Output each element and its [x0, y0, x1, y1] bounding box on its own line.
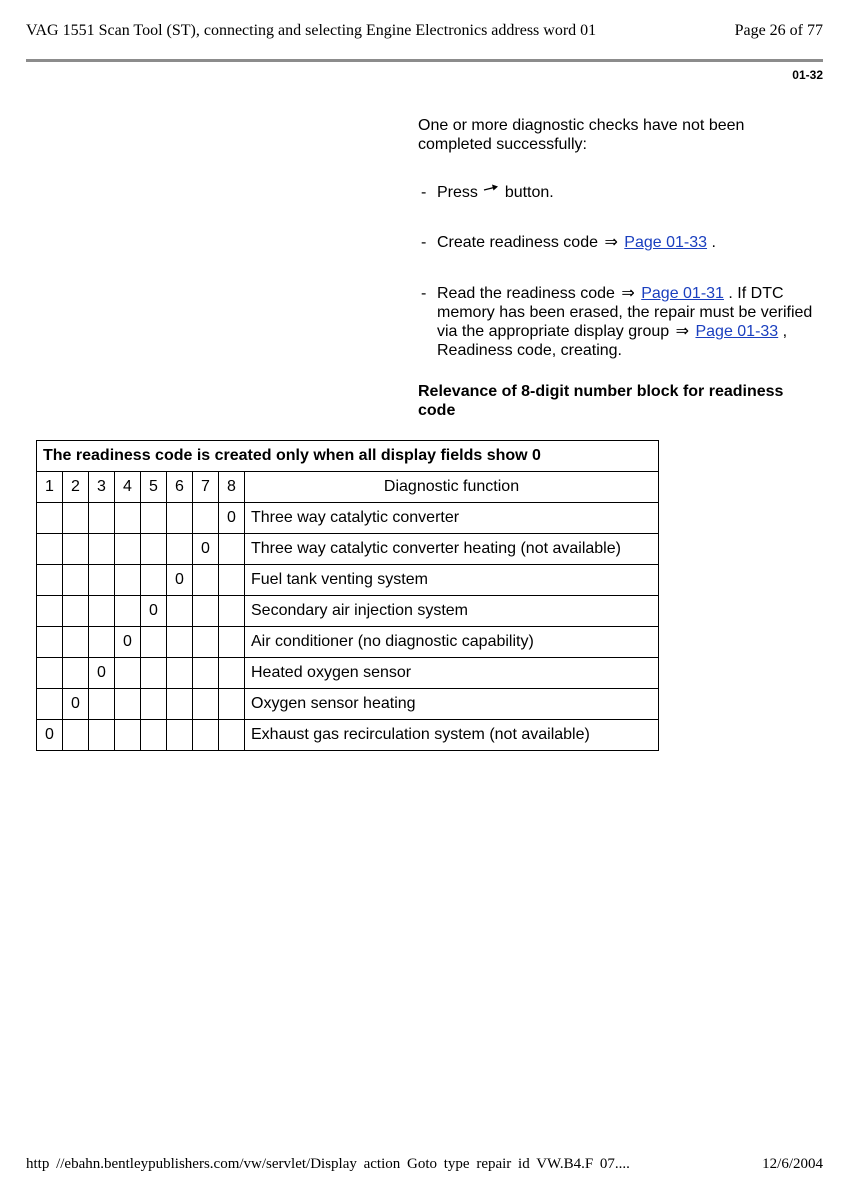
display-field-cell: [219, 627, 245, 658]
step-dash: -: [421, 234, 427, 251]
display-field-cell: 0: [193, 534, 219, 565]
diagnostic-function-cell: Fuel tank venting system: [245, 565, 659, 596]
diagnostic-function-cell: Air conditioner (no diagnostic capability): [245, 627, 659, 658]
page-footer: [26, 1156, 823, 1176]
step-text: Press: [437, 184, 478, 201]
display-field-cell: [167, 596, 193, 627]
display-field-cell: [63, 565, 89, 596]
display-field-cell: [63, 596, 89, 627]
display-field-cell: [141, 658, 167, 689]
display-field-cell: [115, 689, 141, 720]
column-header: 8: [219, 472, 245, 503]
diagnostic-function-cell: Oxygen sensor heating: [245, 689, 659, 720]
display-field-cell: [89, 565, 115, 596]
display-field-cell: [89, 627, 115, 658]
relevance-heading: Relevance of 8-digit number block for readiness code: [418, 383, 784, 419]
display-field-cell: [141, 720, 167, 751]
display-field-cell: [193, 627, 219, 658]
display-field-cell: [115, 596, 141, 627]
xref-arrow-icon: ⇒: [675, 323, 690, 340]
table-row: [37, 565, 659, 596]
column-header: 5: [141, 472, 167, 503]
display-field-cell: [37, 565, 63, 596]
display-field-cell: [115, 534, 141, 565]
display-field-cell: [141, 627, 167, 658]
display-field-cell: [167, 627, 193, 658]
display-field-cell: [37, 534, 63, 565]
display-field-cell: [167, 534, 193, 565]
step-dash: -: [421, 285, 427, 302]
table-row: [37, 658, 659, 689]
display-field-cell: [141, 689, 167, 720]
table-row: [37, 596, 659, 627]
step-body: [437, 183, 821, 202]
display-field-cell: [63, 627, 89, 658]
intro-text: One or more diagnostic checks have not been completed successfully:: [418, 117, 745, 153]
source-url: http //ebahn.bentleypublishers.com/vw/servlet/Display action Goto type repair id VW.B4.F 07....: [26, 1156, 630, 1172]
column-header: 4: [115, 472, 141, 503]
display-field-cell: [37, 627, 63, 658]
display-field-cell: [115, 565, 141, 596]
diagnostic-function-cell: Secondary air injection system: [245, 596, 659, 627]
step-text: , Readiness code, creating.: [437, 323, 788, 359]
header-divider: [26, 59, 823, 62]
display-field-cell: [193, 689, 219, 720]
readiness-code-table: [36, 440, 659, 751]
right-arrow-icon: [482, 184, 500, 194]
display-field-cell: [89, 534, 115, 565]
xref-link-page-01-33[interactable]: Page 01-33: [695, 323, 779, 340]
page-number: Page 26 of 77: [734, 22, 823, 39]
table-row: [37, 627, 659, 658]
display-field-cell: [89, 689, 115, 720]
column-header: 3: [89, 472, 115, 503]
display-field-cell: [115, 503, 141, 534]
step-body: [437, 284, 821, 360]
step-body: [437, 233, 821, 252]
table-body: [37, 472, 659, 751]
step-text: button.: [504, 184, 554, 201]
display-field-cell: 0: [219, 503, 245, 534]
table-row: [37, 534, 659, 565]
diagnostic-function-cell: Three way catalytic converter heating (not available): [245, 534, 659, 565]
column-header: 2: [63, 472, 89, 503]
diagnostic-function-cell: Exhaust gas recirculation system (not available): [245, 720, 659, 751]
display-field-cell: 0: [167, 565, 193, 596]
step-dash: -: [421, 184, 427, 201]
display-field-cell: [141, 503, 167, 534]
display-field-cell: [167, 720, 193, 751]
display-field-cell: [37, 658, 63, 689]
table-row: [37, 689, 659, 720]
section-number: 01-32: [792, 68, 823, 82]
display-field-cell: [63, 503, 89, 534]
display-field-cell: [193, 658, 219, 689]
column-header: 7: [193, 472, 219, 503]
display-field-cell: [89, 596, 115, 627]
table-row: [37, 720, 659, 751]
xref-link-page-01-33[interactable]: Page 01-33: [624, 234, 708, 251]
display-field-cell: 0: [37, 720, 63, 751]
display-field-cell: 0: [141, 596, 167, 627]
display-field-cell: 0: [63, 689, 89, 720]
display-field-cell: [89, 503, 115, 534]
display-field-cell: [219, 596, 245, 627]
diagnostic-function-cell: Heated oxygen sensor: [245, 658, 659, 689]
display-field-cell: [115, 658, 141, 689]
display-field-cell: [115, 720, 141, 751]
display-field-cell: [193, 596, 219, 627]
page-header: [26, 22, 823, 46]
display-field-cell: [89, 720, 115, 751]
display-field-cell: [167, 503, 193, 534]
display-field-cell: [219, 565, 245, 596]
column-header: 6: [167, 472, 193, 503]
xref-arrow-icon: ⇒: [621, 285, 635, 302]
display-field-cell: [63, 534, 89, 565]
display-field-cell: 0: [89, 658, 115, 689]
display-field-cell: [219, 720, 245, 751]
display-field-cell: [167, 689, 193, 720]
display-field-cell: [37, 689, 63, 720]
step-text: Create readiness code: [437, 234, 598, 251]
table-header-row: [37, 472, 659, 503]
display-field-cell: [63, 658, 89, 689]
function-column-header: Diagnostic function: [245, 472, 659, 503]
step-text: .: [711, 234, 716, 251]
display-field-cell: [37, 596, 63, 627]
table-caption: The readiness code is created only when all display fields show 0: [37, 441, 659, 472]
display-field-cell: [193, 565, 219, 596]
display-field-cell: [193, 720, 219, 751]
display-field-cell: [37, 503, 63, 534]
diagnostic-function-cell: Three way catalytic converter: [245, 503, 659, 534]
document-title: VAG 1551 Scan Tool (ST), connecting and selecting Engine Electronics address word 01: [26, 22, 597, 39]
display-field-cell: [141, 565, 167, 596]
display-field-cell: [167, 658, 193, 689]
step-text: Read the readiness code: [437, 285, 615, 302]
display-field-cell: [219, 689, 245, 720]
print-date: 12/6/2004: [762, 1156, 823, 1172]
display-field-cell: [219, 658, 245, 689]
display-field-cell: [63, 720, 89, 751]
display-field-cell: 0: [115, 627, 141, 658]
display-field-cell: [193, 503, 219, 534]
xref-arrow-icon: ⇒: [604, 234, 618, 251]
display-field-cell: [219, 534, 245, 565]
display-field-cell: [141, 534, 167, 565]
table-row: [37, 503, 659, 534]
xref-link-page-01-31[interactable]: Page 01-31: [641, 285, 724, 302]
column-header: 1: [37, 472, 63, 503]
step-text: . If DTC memory has been erased, the repair must be verified via the appropriate display group: [437, 285, 813, 340]
